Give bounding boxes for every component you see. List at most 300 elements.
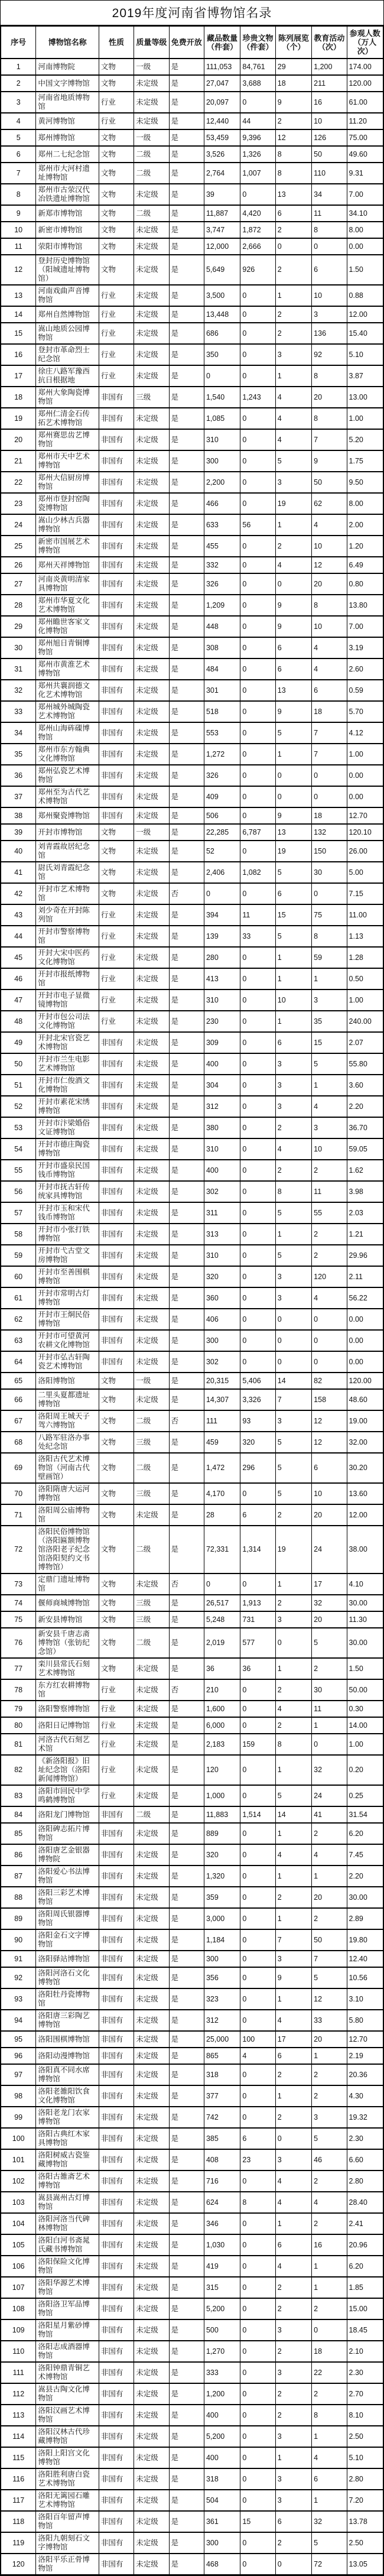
column-header: 免费开放 — [169, 27, 204, 59]
cell-nature: 文物 — [99, 1628, 134, 1658]
cell-grade: 未定级 — [134, 1075, 169, 1096]
cell-education-activities: 110 — [312, 163, 347, 184]
table-row — [1, 1611, 383, 1628]
table-row — [1, 408, 383, 429]
cell-exhibitions: 0 — [275, 238, 311, 255]
cell-visitor-count: 0.00 — [347, 238, 383, 255]
cell-education-activities: 33 — [312, 2010, 347, 2031]
cell-visitor-count: 13.60 — [347, 1483, 383, 1504]
cell-precious-relics: 0 — [240, 1483, 275, 1504]
cell-education-activities: 0 — [312, 238, 347, 255]
cell-education-activities: 72 — [312, 2554, 347, 2575]
cell-exhibitions: 2 — [275, 2341, 311, 2362]
table-row — [1, 255, 383, 285]
cell-precious-relics: 3,326 — [240, 1389, 275, 1410]
cell-free-admission: 是 — [169, 2171, 204, 2192]
cell-precious-relics: 6 — [240, 1504, 275, 1526]
cell-collection-count: 2,200 — [204, 472, 240, 493]
cell-education-activities: 1 — [312, 968, 347, 989]
cell-precious-relics: 0 — [240, 2107, 275, 2128]
cell-collection-count: 1,540 — [204, 387, 240, 408]
cell-education-activities: 10 — [312, 1483, 347, 1504]
cell-precious-relics: 0 — [240, 2319, 275, 2341]
cell-education-activities: 8 — [312, 408, 347, 429]
cell-education-activities: 9 — [312, 450, 347, 472]
cell-museum-name: 洛阳真不同水席博物馆 — [36, 2064, 99, 2085]
cell-collection-count: 310 — [204, 989, 240, 1011]
cell-collection-count: 313 — [204, 1224, 240, 1245]
cell-serial: 115 — [1, 2447, 36, 2468]
cell-free-admission: 是 — [169, 1806, 204, 1823]
cell-museum-name: 开封市兰生电影艺术博物馆 — [36, 1053, 99, 1075]
cell-grade: 未定级 — [134, 2149, 169, 2171]
cell-collection-count: 326 — [204, 573, 240, 595]
cell-precious-relics: 1,326 — [240, 146, 275, 163]
cell-nature: 非国有 — [99, 2426, 134, 2447]
table-row — [1, 1483, 383, 1504]
cell-serial: 57 — [1, 1202, 36, 1224]
cell-collection-count: 25,000 — [204, 2031, 240, 2048]
cell-exhibitions: 6 — [275, 1032, 311, 1053]
cell-free-admission: 是 — [169, 1967, 204, 1988]
cell-grade: 未定级 — [134, 1988, 169, 2010]
cell-visitor-count: 2.30 — [347, 2128, 383, 2149]
table-row — [1, 824, 383, 841]
cell-serial: 82 — [1, 1755, 36, 1785]
cell-collection-count: 320 — [204, 1266, 240, 1287]
cell-nature: 文物 — [99, 1526, 134, 1573]
table-row — [1, 2468, 383, 2490]
table-row — [1, 989, 383, 1011]
cell-grade: 二级 — [134, 163, 169, 184]
cell-serial: 18 — [1, 387, 36, 408]
cell-visitor-count: 2.89 — [347, 1908, 383, 1929]
cell-nature: 非国有 — [99, 2192, 134, 2213]
cell-serial: 83 — [1, 1785, 36, 1806]
cell-free-admission: 是 — [169, 1823, 204, 1844]
cell-exhibitions: 2 — [275, 306, 311, 323]
cell-free-admission: 是 — [169, 1887, 204, 1908]
cell-education-activities: 1 — [312, 1717, 347, 1734]
cell-visitor-count: 61.00 — [347, 92, 383, 113]
table-row — [1, 205, 383, 222]
table-row — [1, 1866, 383, 1887]
cell-precious-relics: 926 — [240, 255, 275, 285]
cell-serial: 87 — [1, 1866, 36, 1887]
column-header: 质量等级 — [134, 27, 169, 59]
cell-serial: 56 — [1, 1181, 36, 1202]
cell-grade: 未定级 — [134, 1951, 169, 1967]
cell-nature: 非国有 — [99, 1181, 134, 1202]
cell-museum-name: 嵩县古陶文化博物馆 — [36, 2383, 99, 2405]
cell-education-activities: 6 — [312, 2468, 347, 2490]
cell-education-activities: 62 — [312, 493, 347, 514]
cell-visitor-count: 29.96 — [347, 1245, 383, 1266]
cell-grade: 未定级 — [134, 2107, 169, 2128]
cell-grade: 三级 — [134, 1611, 169, 1628]
cell-free-admission: 是 — [169, 113, 204, 129]
cell-nature: 行业 — [99, 113, 134, 129]
table-row — [1, 429, 383, 450]
table-row — [1, 365, 383, 387]
cell-exhibitions: 6 — [275, 2511, 311, 2532]
cell-visitor-count: 1.13 — [347, 926, 383, 947]
cell-precious-relics: 0 — [240, 1266, 275, 1287]
cell-exhibitions: 3 — [275, 1053, 311, 1075]
cell-serial: 92 — [1, 1967, 36, 1988]
cell-precious-relics: 15 — [240, 2511, 275, 2532]
cell-precious-relics: 0 — [240, 765, 275, 786]
cell-education-activities: 82 — [312, 1373, 347, 1389]
cell-free-admission: 是 — [169, 1053, 204, 1075]
cell-exhibitions: 6 — [275, 883, 311, 904]
cell-precious-relics: 0 — [240, 1967, 275, 1988]
cell-museum-name: 开封市王烔民俗博物馆 — [36, 1309, 99, 1330]
cell-exhibitions: 8 — [275, 1181, 311, 1202]
cell-education-activities: 211 — [312, 75, 347, 92]
cell-museum-name: 郑州市东方翰典文化博物馆 — [36, 744, 99, 765]
cell-education-activities: 4 — [312, 1844, 347, 1866]
cell-visitor-count: 4.10 — [347, 1573, 383, 1595]
cell-grade: 三级 — [134, 387, 169, 408]
cell-serial: 101 — [1, 2149, 36, 2171]
cell-grade: 未定级 — [134, 2532, 169, 2554]
cell-grade: 未定级 — [134, 2362, 169, 2383]
cell-nature: 非国有 — [99, 1053, 134, 1075]
cell-serial: 41 — [1, 862, 36, 883]
cell-museum-name: 洛阳龙门博物馆 — [36, 1806, 99, 1823]
cell-serial: 74 — [1, 1595, 36, 1611]
cell-free-admission: 是 — [169, 989, 204, 1011]
cell-free-admission: 是 — [169, 807, 204, 824]
cell-grade: 未定级 — [134, 1908, 169, 1929]
cell-nature: 行业 — [99, 365, 134, 387]
cell-grade: 未定级 — [134, 2490, 169, 2511]
table-row — [1, 1309, 383, 1330]
cell-grade: 未定级 — [134, 883, 169, 904]
cell-serial: 110 — [1, 2341, 36, 2362]
column-header: 序号 — [1, 27, 36, 59]
cell-collection-count: 400 — [204, 2405, 240, 2426]
cell-precious-relics: 0 — [240, 2383, 275, 2405]
cell-free-admission: 是 — [169, 557, 204, 573]
cell-free-admission: 是 — [169, 472, 204, 493]
cell-nature: 非国有 — [99, 514, 134, 536]
cell-visitor-count: 0.00 — [347, 1351, 383, 1373]
cell-serial: 35 — [1, 744, 36, 765]
cell-collection-count: 4,170 — [204, 1483, 240, 1504]
cell-free-admission: 是 — [169, 2362, 204, 2383]
cell-grade: 未定级 — [134, 1573, 169, 1595]
cell-serial: 20 — [1, 429, 36, 450]
cell-free-admission: 是 — [169, 1309, 204, 1330]
cell-visitor-count: 15.40 — [347, 323, 383, 344]
cell-free-admission: 是 — [169, 1011, 204, 1032]
cell-nature: 非国有 — [99, 1844, 134, 1866]
cell-education-activities: 20 — [312, 1887, 347, 1908]
cell-grade: 未定级 — [134, 701, 169, 722]
cell-free-admission: 是 — [169, 947, 204, 968]
cell-free-admission: 是 — [169, 1951, 204, 1967]
cell-precious-relics: 1,872 — [240, 222, 275, 238]
cell-nature: 非国有 — [99, 2554, 134, 2575]
cell-serial: 15 — [1, 323, 36, 344]
header-row — [1, 27, 383, 59]
cell-serial: 26 — [1, 557, 36, 573]
cell-education-activities: 7 — [312, 429, 347, 450]
cell-education-activities: 4 — [312, 514, 347, 536]
cell-museum-name: 洛阳胜利唐白瓷艺术博物馆 — [36, 2468, 99, 2490]
cell-free-admission: 是 — [169, 2234, 204, 2256]
cell-collection-count: 504 — [204, 2490, 240, 2511]
cell-nature: 非国有 — [99, 2447, 134, 2468]
cell-museum-name: 刘青霞故居纪念馆 — [36, 841, 99, 862]
cell-nature: 文物 — [99, 1389, 134, 1410]
cell-exhibitions: 9 — [275, 807, 311, 824]
cell-museum-name: 新密市国展艺术博物馆 — [36, 536, 99, 557]
cell-precious-relics: 1,913 — [240, 1595, 275, 1611]
cell-nature: 非国有 — [99, 701, 134, 722]
cell-serial: 88 — [1, 1887, 36, 1908]
cell-nature: 非国有 — [99, 2490, 134, 2511]
cell-nature: 文物 — [99, 1410, 134, 1432]
cell-free-admission: 是 — [169, 1595, 204, 1611]
cell-museum-name: 洛阳九朝刻石文字博物馆 — [36, 2532, 99, 2554]
table-row — [1, 472, 383, 493]
cell-serial: 112 — [1, 2383, 36, 2405]
cell-visitor-count: 0.80 — [347, 573, 383, 595]
cell-visitor-count: 174.00 — [347, 59, 383, 75]
cell-collection-count: 359 — [204, 1887, 240, 1908]
cell-precious-relics: 0 — [240, 989, 275, 1011]
table-row — [1, 1410, 383, 1432]
cell-museum-name: 郑州天祥博物馆 — [36, 557, 99, 573]
cell-grade: 未定级 — [134, 450, 169, 472]
cell-exhibitions: 7 — [275, 1389, 311, 1410]
cell-serial: 116 — [1, 2468, 36, 2490]
column-header: 教育活动（次） — [312, 27, 347, 59]
cell-precious-relics: 0 — [240, 807, 275, 824]
cell-free-admission: 是 — [169, 701, 204, 722]
cell-education-activities: 46 — [312, 2149, 347, 2171]
cell-precious-relics: 0 — [240, 701, 275, 722]
cell-precious-relics: 0 — [240, 1287, 275, 1309]
table-row — [1, 238, 383, 255]
cell-free-admission: 是 — [169, 1844, 204, 1866]
cell-free-admission: 是 — [169, 1526, 204, 1573]
cell-grade: 未定级 — [134, 1929, 169, 1951]
cell-museum-name: 洛阳古雒斋艺术博物馆 — [36, 2171, 99, 2192]
cell-exhibitions: 3 — [275, 2149, 311, 2171]
table-row — [1, 1526, 383, 1573]
cell-museum-name: 河南炎黄明清家具博物馆 — [36, 573, 99, 595]
cell-nature: 非国有 — [99, 1929, 134, 1951]
table-row — [1, 2298, 383, 2319]
cell-exhibitions: 3 — [275, 1951, 311, 1967]
cell-exhibitions: 4 — [275, 408, 311, 429]
cell-nature: 非国有 — [99, 1160, 134, 1181]
cell-museum-name: 开封市至善围棋博物馆 — [36, 1266, 99, 1287]
cell-free-admission: 是 — [169, 680, 204, 701]
table-row — [1, 75, 383, 92]
cell-visitor-count: 14.00 — [347, 1717, 383, 1734]
table-row — [1, 1823, 383, 1844]
cell-nature: 文物 — [99, 841, 134, 862]
cell-museum-name: 郑州旭日青铜博物馆 — [36, 637, 99, 658]
cell-precious-relics: 100 — [240, 2031, 275, 2048]
cell-nature: 非国有 — [99, 2511, 134, 2532]
cell-education-activities: 10 — [312, 113, 347, 129]
table-row — [1, 1096, 383, 1117]
cell-visitor-count: 5.00 — [347, 862, 383, 883]
cell-collection-count: 302 — [204, 1351, 240, 1373]
cell-visitor-count: 12.00 — [347, 1504, 383, 1526]
table-row — [1, 904, 383, 926]
cell-serial: 34 — [1, 722, 36, 744]
cell-free-admission: 是 — [169, 238, 204, 255]
table-row — [1, 968, 383, 989]
cell-grade: 未定级 — [134, 2341, 169, 2362]
cell-visitor-count: 7.45 — [347, 1844, 383, 1866]
table-row — [1, 1967, 383, 1988]
cell-visitor-count: 2.60 — [347, 658, 383, 680]
cell-exhibitions: 0 — [275, 1628, 311, 1658]
cell-serial: 28 — [1, 595, 36, 616]
cell-museum-name: 洛阳碑志拓片博物馆 — [36, 1823, 99, 1844]
cell-serial: 47 — [1, 989, 36, 1011]
cell-grade: 未定级 — [134, 557, 169, 573]
cell-nature: 非国有 — [99, 2277, 134, 2298]
cell-museum-name: 新密市博物馆 — [36, 222, 99, 238]
table-row — [1, 1658, 383, 1679]
cell-grade: 二级 — [134, 205, 169, 222]
column-header: 陈列展览（个） — [275, 27, 311, 59]
cell-collection-count: 13,448 — [204, 306, 240, 323]
cell-serial: 99 — [1, 2107, 36, 2128]
cell-visitor-count: 0.30 — [347, 1701, 383, 1717]
cell-grade: 未定级 — [134, 1287, 169, 1309]
cell-serial: 106 — [1, 2256, 36, 2277]
cell-education-activities: 5 — [312, 1967, 347, 1988]
cell-exhibitions: 5 — [275, 1245, 311, 1266]
cell-visitor-count: 6.20 — [347, 2256, 383, 2277]
cell-exhibitions: 1 — [275, 1988, 311, 2010]
table-row — [1, 2048, 383, 2064]
cell-exhibitions: 0 — [275, 1351, 311, 1373]
cell-nature: 非国有 — [99, 2128, 134, 2149]
cell-visitor-count: 15.00 — [347, 2298, 383, 2319]
cell-grade: 二级 — [134, 1526, 169, 1573]
table-row — [1, 2405, 383, 2426]
cell-precious-relics: 8 — [240, 2192, 275, 2213]
cell-museum-name: 定鼎门遗址博物馆 — [36, 1573, 99, 1595]
cell-visitor-count: 120.00 — [347, 1373, 383, 1389]
cell-free-admission: 是 — [169, 1181, 204, 1202]
cell-collection-count: 14,307 — [204, 1389, 240, 1410]
table-row — [1, 1573, 383, 1595]
cell-serial: 107 — [1, 2277, 36, 2298]
cell-free-admission: 是 — [169, 2213, 204, 2234]
cell-museum-name: 郑州市登封窑陶瓷博物馆 — [36, 493, 99, 514]
cell-museum-name: 《新洛阳报》旧址纪念馆（洛阳新闻博物馆） — [36, 1755, 99, 1785]
cell-collection-count: 5,200 — [204, 2426, 240, 2447]
cell-grade: 二级 — [134, 146, 169, 163]
table-row — [1, 2234, 383, 2256]
table-row — [1, 323, 383, 344]
cell-nature: 非国有 — [99, 2532, 134, 2554]
cell-museum-name: 郑州大信厨房博物馆 — [36, 472, 99, 493]
cell-education-activities: 24 — [312, 1526, 347, 1573]
cell-grade: 未定级 — [134, 408, 169, 429]
table-row — [1, 841, 383, 862]
cell-serial: 48 — [1, 1011, 36, 1032]
cell-collection-count: 280 — [204, 947, 240, 968]
cell-education-activities: 2 — [312, 1823, 347, 1844]
cell-education-activities: 126 — [312, 129, 347, 146]
cell-visitor-count: 8.10 — [347, 2405, 383, 2426]
cell-exhibitions: 9 — [275, 595, 311, 616]
cell-free-admission: 是 — [169, 2149, 204, 2171]
cell-education-activities: 10 — [312, 616, 347, 637]
cell-free-admission: 是 — [169, 926, 204, 947]
cell-museum-name: 开封北宋官瓷艺术博物馆 — [36, 1032, 99, 1053]
table-row — [1, 129, 383, 146]
cell-exhibitions: 6 — [275, 205, 311, 222]
cell-education-activities: 12 — [312, 1988, 347, 2010]
cell-museum-name: 河南博物院 — [36, 59, 99, 75]
cell-collection-count: 2,019 — [204, 1628, 240, 1658]
cell-collection-count: 20,097 — [204, 92, 240, 113]
cell-precious-relics: 0 — [240, 92, 275, 113]
cell-grade: 一级 — [134, 129, 169, 146]
cell-grade: 三级 — [134, 1595, 169, 1611]
table-body — [1, 59, 383, 2575]
cell-serial: 6 — [1, 146, 36, 163]
cell-serial: 58 — [1, 1224, 36, 1245]
cell-serial: 52 — [1, 1096, 36, 1117]
cell-collection-count: 1,085 — [204, 408, 240, 429]
cell-museum-name: 郑州至为古代艺术博物馆 — [36, 786, 99, 807]
cell-nature: 非国有 — [99, 2256, 134, 2277]
cell-free-admission: 是 — [169, 1138, 204, 1160]
cell-collection-count: 120 — [204, 1755, 240, 1785]
cell-free-admission: 是 — [169, 1611, 204, 1628]
cell-exhibitions: 8 — [275, 146, 311, 163]
cell-collection-count: 459 — [204, 1432, 240, 1453]
table-row — [1, 744, 383, 765]
cell-serial: 51 — [1, 1075, 36, 1096]
cell-serial: 37 — [1, 786, 36, 807]
cell-collection-count: 419 — [204, 2256, 240, 2277]
cell-nature: 非国有 — [99, 573, 134, 595]
cell-education-activities: 4 — [312, 637, 347, 658]
cell-nature: 非国有 — [99, 2298, 134, 2319]
cell-museum-name: 开封市报纸博物馆 — [36, 968, 99, 989]
cell-nature: 非国有 — [99, 1823, 134, 1844]
cell-museum-name: 开封市电子显微镜博物馆 — [36, 989, 99, 1011]
cell-free-admission: 是 — [169, 1117, 204, 1138]
cell-education-activities: 1 — [312, 1075, 347, 1096]
cell-free-admission: 是 — [169, 1032, 204, 1053]
cell-serial: 10 — [1, 222, 36, 238]
cell-free-admission: 是 — [169, 1628, 204, 1658]
table-row — [1, 1011, 383, 1032]
cell-precious-relics: 9,396 — [240, 129, 275, 146]
cell-visitor-count: 19.80 — [347, 1929, 383, 1951]
cell-museum-name: 洛阳周王城天子驾六博物馆 — [36, 1410, 99, 1432]
cell-visitor-count: 8.00 — [347, 222, 383, 238]
cell-precious-relics: 731 — [240, 1611, 275, 1628]
